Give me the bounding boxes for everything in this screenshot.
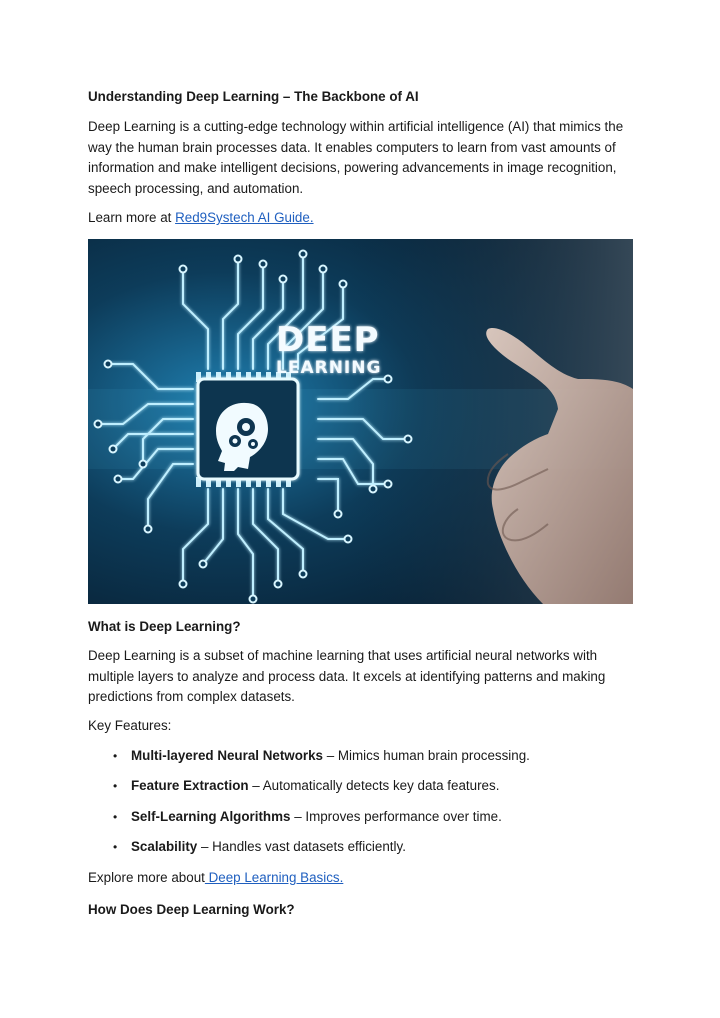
feature-desc: – Handles vast datasets efficiently. — [197, 838, 406, 854]
list-item — [88, 746, 648, 776]
feature-title: Self-Learning Algorithms — [131, 808, 291, 824]
hero-text-learning: LEARNING — [276, 358, 382, 378]
list-item — [88, 837, 648, 867]
feature-title: Multi-layered Neural Networks — [131, 748, 323, 763]
section-heading-how-it-works: How Does Deep Learning Work? — [88, 902, 295, 917]
key-features-label: Key Features: — [88, 718, 172, 733]
list-item — [88, 807, 648, 837]
explore-more-line — [88, 868, 648, 889]
hero-image — [88, 239, 633, 604]
feature-desc: – Improves performance over time. — [290, 808, 502, 824]
article-title: Understanding Deep Learning – The Backbone of AI — [88, 89, 419, 104]
feature-desc: – Mimics human brain processing. — [323, 748, 530, 763]
section-heading-what-is: What is Deep Learning? — [88, 619, 241, 634]
bullet: • — [113, 839, 118, 854]
deep-learning-basics-link[interactable]: Deep Learning Basics. — [204, 870, 344, 885]
learn-more-prefix: Learn more at — [88, 210, 176, 225]
red9systech-link[interactable]: Red9Systech AI Guide. — [175, 210, 314, 225]
feature-desc: – Automatically detects key data features. — [248, 778, 500, 794]
explore-prefix: Explore more about — [88, 870, 205, 885]
key-features-list — [88, 746, 648, 867]
feature-title: Scalability — [131, 838, 198, 854]
bullet: • — [113, 779, 118, 794]
feature-title: Feature Extraction — [131, 778, 249, 794]
hero-text-deep: DEEP — [276, 320, 380, 360]
section-body-what-is: Deep Learning is a subset of machine learning that uses artificial neural networks with multiple layers to analyze and process data. It excels at identifying patterns and making predictions from complex datasets. — [88, 648, 606, 704]
bullet: • — [113, 749, 118, 763]
bullet: • — [113, 809, 118, 824]
intro-paragraph: Deep Learning is a cutting-edge technology within artificial intelligence (AI) that mimics the way the human brain processes data. It enables computers to learn from vast amounts of information and make intelligent decisions, powering advancements in image recognition, speech processing, and automation. — [88, 119, 624, 196]
list-item — [88, 776, 648, 806]
learn-more-line — [88, 208, 648, 229]
